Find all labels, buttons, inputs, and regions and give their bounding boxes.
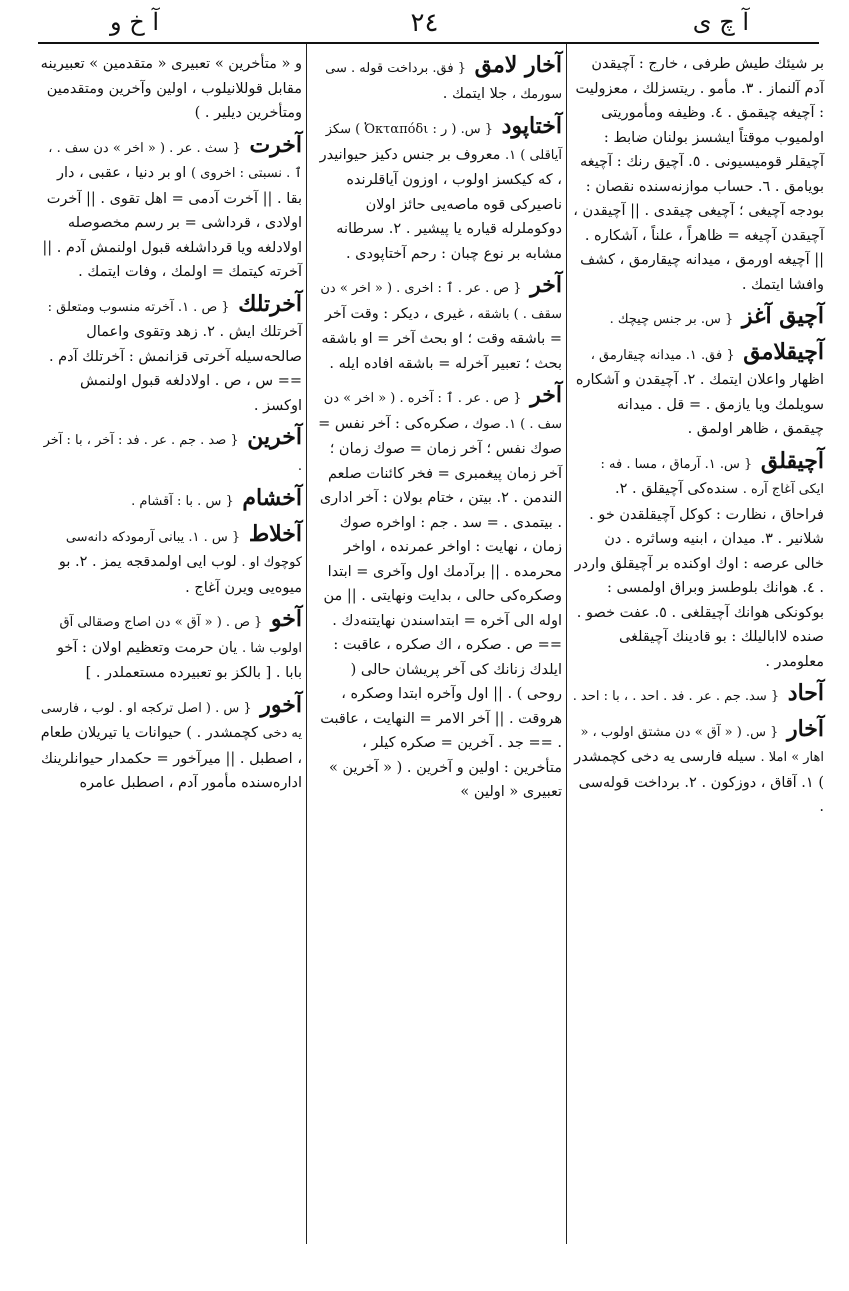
entry-text: كچمشدر . ) حيوانات يا تيريلان طعام ، اصطبل . || ميرآخور = حكمدار حيوانلرينك اداره‌سنده مأمور آدم ، اصطبل عامره — [40, 725, 302, 791]
headword: آچيقلامق — [743, 338, 824, 365]
entry-text: بر شيئك طيش طرفى ، خارج : آچيقدن آدم آلنماز . ٣. مأمو . ريتسزلك ، معزوليت : آچيغه چيقمق . ٤. وظيفه ومأموريتى اولميوب موقتاً ايشسز بولنان ضابط : آچيقلر قوميسيونى . ٥. آچيق رنك : آچيغه بويامق . ٦. حساب موازنه‌سنده نقصان : بودجه آچيغى ؛ آچيغى چيقدى . || آچيقدن ، آچيقدن آچيغه = ظاهراً ، علناً ، آشكاره . || آچيغه اورمق ، ميدانه چيقارمق ، كشف وافشا ايتمك . — [573, 56, 824, 293]
etymology: { س. ( « آق » دن مشتق اولوب ، « اهار » املا . — [580, 724, 824, 765]
dictionary-entry — [312, 113, 562, 266]
etymology: { س. ١. آرماق ، مسا . فه : ايكى آغاج آره . — [600, 456, 824, 497]
dictionary-entry — [312, 382, 562, 805]
etymology: { س. ( ر : Ὀκταπόδι ) سكز آياقلى ) ١. — [325, 122, 562, 163]
column-right — [572, 52, 824, 826]
headword: آخشام — [242, 485, 302, 511]
headword: آخرتلك — [238, 290, 302, 317]
dictionary-entry — [312, 272, 562, 376]
etymology: { ص . عر . ٱ : اخرى . ( « اخر » دن سقف . ) باشقه ، — [320, 281, 562, 322]
dictionary-entry — [572, 716, 824, 820]
dictionary-entry — [40, 692, 302, 796]
column-middle — [312, 52, 562, 811]
entry-text: معروف بر جنس دكيز حيوانيدر ، كه كيكسز اولوب ، اوزون آياقلرنده ناصيركى قوه ماصه‌يى حائز اولان دوكوملرله قياره يا پيشير . ٢. سرطانه مشابه بر نوع چبان : رحم آختاپودى . — [319, 146, 562, 262]
etymology: { س . ١. يبانى آرمودكه دانه‌سى كوچوك او . — [65, 529, 302, 570]
etymology: { س. بر جنس چيچك . — [609, 312, 734, 327]
running-head-left: آ خ و — [110, 8, 160, 36]
etymology: { س . ( اصل تركجه او . لوب ، فارسى يه دخى — [40, 700, 302, 741]
etymology: { صد . جم . عر . فد : آخر ، با : آخر . — [43, 433, 302, 474]
headword: آختاپود — [501, 113, 562, 139]
dictionary-entry — [40, 606, 302, 686]
headword: آخرين — [247, 424, 302, 450]
headword: آخرت — [249, 131, 302, 158]
etymology: { سث . عر . ( « اخر » دن سف . ، ٱ . نسبتى : اخروى ) — [48, 140, 302, 181]
dictionary-entry — [40, 132, 302, 285]
headword: آچيق آغز — [741, 303, 824, 329]
dictionary-entry — [572, 52, 824, 297]
entry-text: سنده‌كى آچيقلق . ٢. فراحاق ، نظارت : كوكل آچيقلقدن خو . شلانير . ٣. ميدان ، ابنيه وساثره . دن خالى عرصه : اوك اوكنده بر آچيقلق واردر . ٤. هوانك بلوطسز وبراق اولمسى : بوكونكى هوانك آچيقلغى . ٥. عفت خصو . صنده لاابالیلك : بو قادينك آچيقلغى معلومدر . — [574, 481, 824, 670]
dictionary-entry — [40, 485, 302, 515]
dictionary-entry — [40, 521, 302, 601]
etymology: { فق. برداخت قوله . سى سورمك ، — [325, 61, 562, 102]
entry-text: و « متأخرين » تعبيرى « متقدمين » تعبيرينه مقابل قوللانيلوب ، اولين وآخرين ومتقدمين ومتأخرين ديلير . ) — [40, 56, 302, 121]
entry-text: غيرى ، ديكر : وقت آخر = باشقه وقت ؛ او بحث آخر = او باشقه بحث ؛ تعبير آخرله = باشقه افاده ايله . — [321, 305, 562, 372]
entry-text: او بر دنيا ، عقبى ، دار بقا . || آخرت آدمى = اهل تقوى . || آخرت اولادى ، قرداشى = بر رسم مخصوصله اولادلغه ويا قرداشلغه قبول اولنمش آدم . || آخرته كيتمك = اولمك ، وفات ايتمك . — [42, 165, 302, 280]
entry-text: اظهار واعلان ايتمك . ٢. آچيقدن و آشكاره سويلمك ويا يازمق . = قل . ميدانه چيقمق ، ظاهر اولمق . — [575, 372, 824, 437]
dictionary-entry — [572, 680, 824, 710]
headword: آخو — [270, 606, 302, 632]
column-divider — [306, 44, 307, 1244]
headword: آخر — [530, 382, 562, 408]
column-divider — [566, 44, 567, 1244]
dictionary-entry — [40, 424, 302, 479]
entry-text: يان حرمت وتعظيم اولان : آخو بابا . [ بالكز بو تعبيرده مستعملدر . ] — [56, 639, 302, 681]
etymology: { ص . عر . ٱ : آخره . ( « اخر » دن سف . ) ١. صوك ، — [323, 391, 562, 432]
dictionary-entry — [312, 52, 562, 107]
etymology: { سد. جم . عر . فد . احد . ، با : احد . — [572, 689, 780, 704]
page-number: ٢٤ — [410, 8, 439, 38]
page-header — [40, 8, 809, 38]
dictionary-entry — [572, 339, 824, 442]
entry-text: آخرتلك ايش . ٢. زهد وتقوى واعمال صالحه‌سيله آخرتى قزانمش : آخرتلك آدم . == س ، ص . اولادلغه قبول اولنمش اوكسز . — [48, 324, 302, 414]
etymology: { س . با : آقشام . — [131, 494, 234, 509]
header-rule — [38, 42, 819, 44]
headword: آچيقلق — [760, 447, 824, 474]
headword: آخور — [260, 691, 302, 718]
etymology: { ص . ١. آخرته منسوب ومتعلق : — [47, 299, 230, 315]
dictionary-entry — [572, 448, 824, 675]
entry-text: لوب ايى اولمدقجه يمز . ٢. بو ميوه‌يى ويرن آغاج . — [58, 554, 302, 596]
headword: آخار لامق — [474, 52, 562, 78]
dictionary-entry — [40, 291, 302, 419]
etymology: { فق. ١. ميدانه چيقارمق ، — [590, 347, 735, 363]
headword: آخار — [786, 715, 824, 742]
entry-text: سيله فارسى يه دخى كچمشدر ) ١. آقاق ، دوزكون . ٢. برداخت قوله‌سى . — [574, 749, 824, 815]
running-head-right: آ چ ى — [692, 8, 749, 36]
dictionary-entry — [40, 52, 302, 126]
etymology: { ص . ( « آق » دن اصاج وصقالى آق اولوب شا . — [59, 615, 302, 656]
column-left — [40, 52, 302, 802]
entry-text: صكره‌كى : آخر نفس = صوك نفس ؛ آخر زمان = صوك زمان ؛ آخر زمان پيغمبرى = فخر كائنات صلعم الندمن . ٢. بيتن ، ختام بولان : آخر ادارى . بيتمدى . = سد . جم : اواخره صوك زمان ، نهايت : اواخر عمرنده ، اواخر محرمده . || برآدمك اول وآخرى = ابتدا وصكره‌كى حالى ، بدايت ونهايتى . || من اوله الى آخره = ابتداسندن نهايتنه‌دك . == ص . صكره ، اك صكره ، عاقبت : ايلدك زنانك كى آخر پريشان حالى ( روحى ) . || اول وآخره ابتدا وصكره ، هروقت . || آخر الامر = النهايت ، عاقبت . == جد . آخرين = صكره كيلر ، متأخرين : اولين و آخرين . ( « آخرين » تعبيرى « اولين » — [318, 415, 562, 800]
headword: آخلاط — [248, 520, 302, 547]
headword: آحاد — [787, 680, 824, 706]
entry-text: جلا ايتمك . — [442, 85, 508, 102]
headword: آخر — [530, 272, 562, 298]
dictionary-entry — [572, 303, 824, 333]
